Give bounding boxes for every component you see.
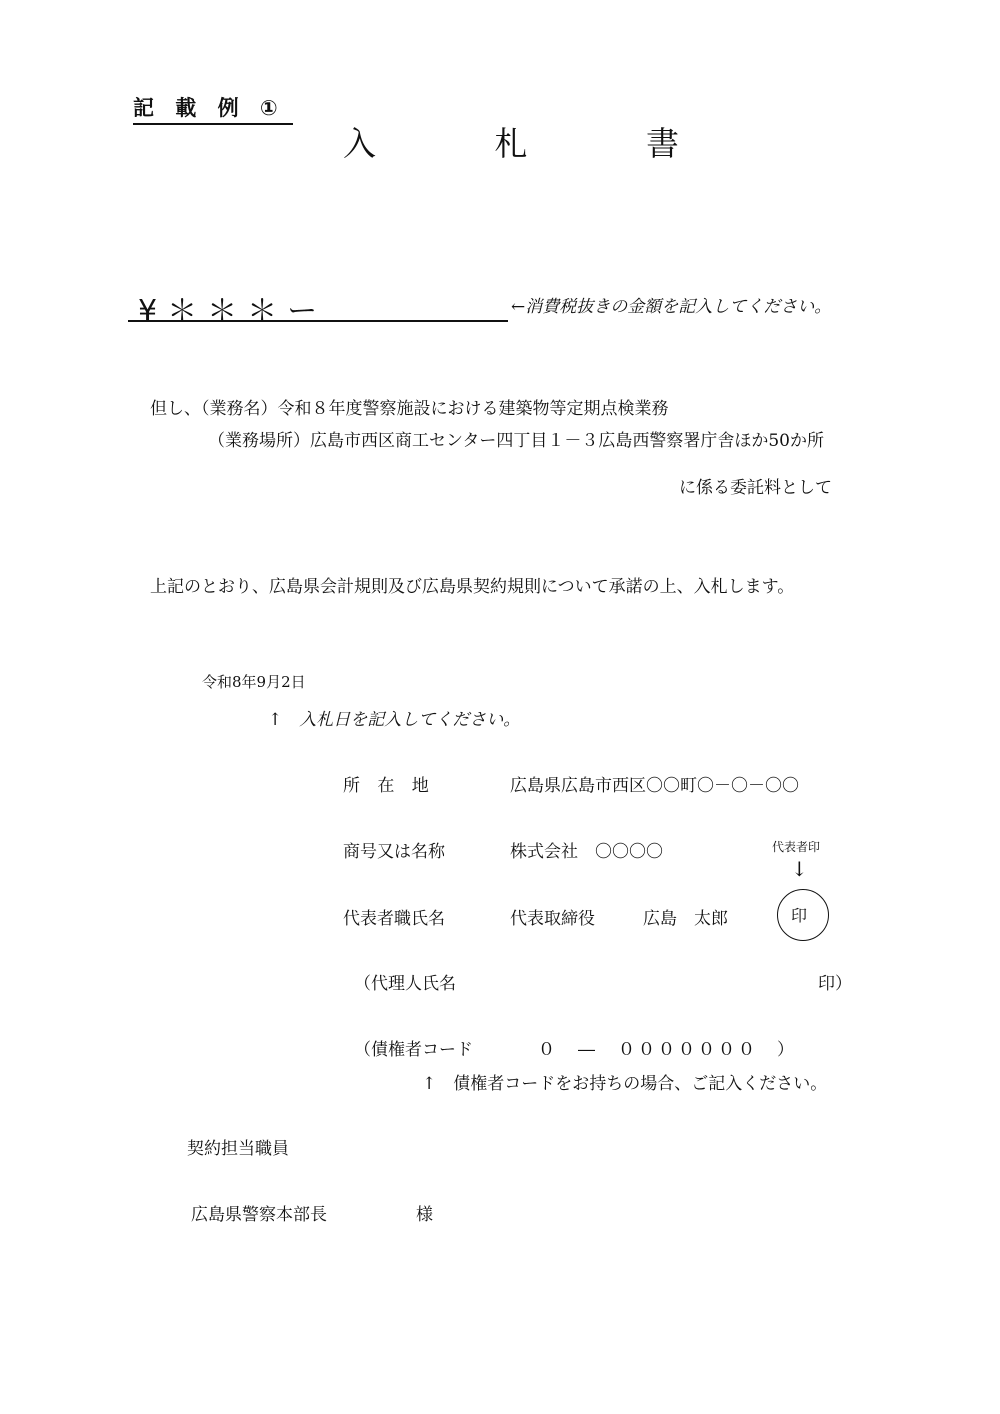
- proviso-suffix: に係る委託料として: [679, 478, 832, 498]
- company-name-label: 商号又は名称: [343, 842, 445, 862]
- creditor-code-close: ）: [777, 1040, 794, 1060]
- amount-note: ←消費税抜きの金額を記入してください。: [511, 297, 832, 317]
- proviso-business-name: 但し、（業務名）令和８年度警察施設における建築物等定期点検業務: [150, 399, 669, 419]
- down-arrow-icon: ↓: [791, 857, 808, 881]
- consent-statement: 上記のとおり、広島県会計規則及び広島県契約規則について承諾の上、入札します。: [150, 577, 795, 597]
- address-label: 所 在 地: [343, 776, 435, 796]
- honorific: 様: [416, 1205, 433, 1225]
- creditor-code-note: ↑ 債権者コードをお持ちの場合、ご記入ください。: [422, 1074, 828, 1094]
- bid-amount: ¥＊＊＊ー: [138, 294, 328, 329]
- representative-label: 代表者職氏名: [343, 909, 445, 929]
- agent-name-label: （代理人氏名: [354, 974, 456, 994]
- representative-title: 代表取締役: [510, 909, 595, 929]
- document-title: 入 札 書: [343, 124, 733, 163]
- agent-seal-mark: 印）: [818, 974, 852, 994]
- representative-seal-caption: 代表者印: [772, 840, 821, 854]
- address-value: 広島県広島市西区〇〇町〇－〇－〇〇: [510, 776, 799, 796]
- representative-name: 広島 太郎: [643, 909, 728, 929]
- company-name-value: 株式会社 〇〇〇〇: [510, 842, 663, 862]
- seal-mark: 印: [791, 906, 808, 925]
- bid-date: 令和8年9月2日: [202, 673, 306, 691]
- addressee: 広島県警察本部長: [191, 1205, 327, 1225]
- proviso-business-location: （業務場所）広島市西区商工センター四丁目１－３広島西警察署庁舎ほか50か所: [208, 431, 824, 451]
- bid-date-note: ↑ 入札日を記入してください。: [268, 710, 521, 730]
- example-label: 記 載 例 ①: [133, 92, 293, 125]
- amount-underline: [128, 320, 508, 322]
- contract-officer-label: 契約担当職員: [187, 1139, 289, 1159]
- creditor-code-label: （債権者コード: [354, 1040, 473, 1060]
- creditor-code-value: ０ ― ０００００００: [538, 1040, 758, 1060]
